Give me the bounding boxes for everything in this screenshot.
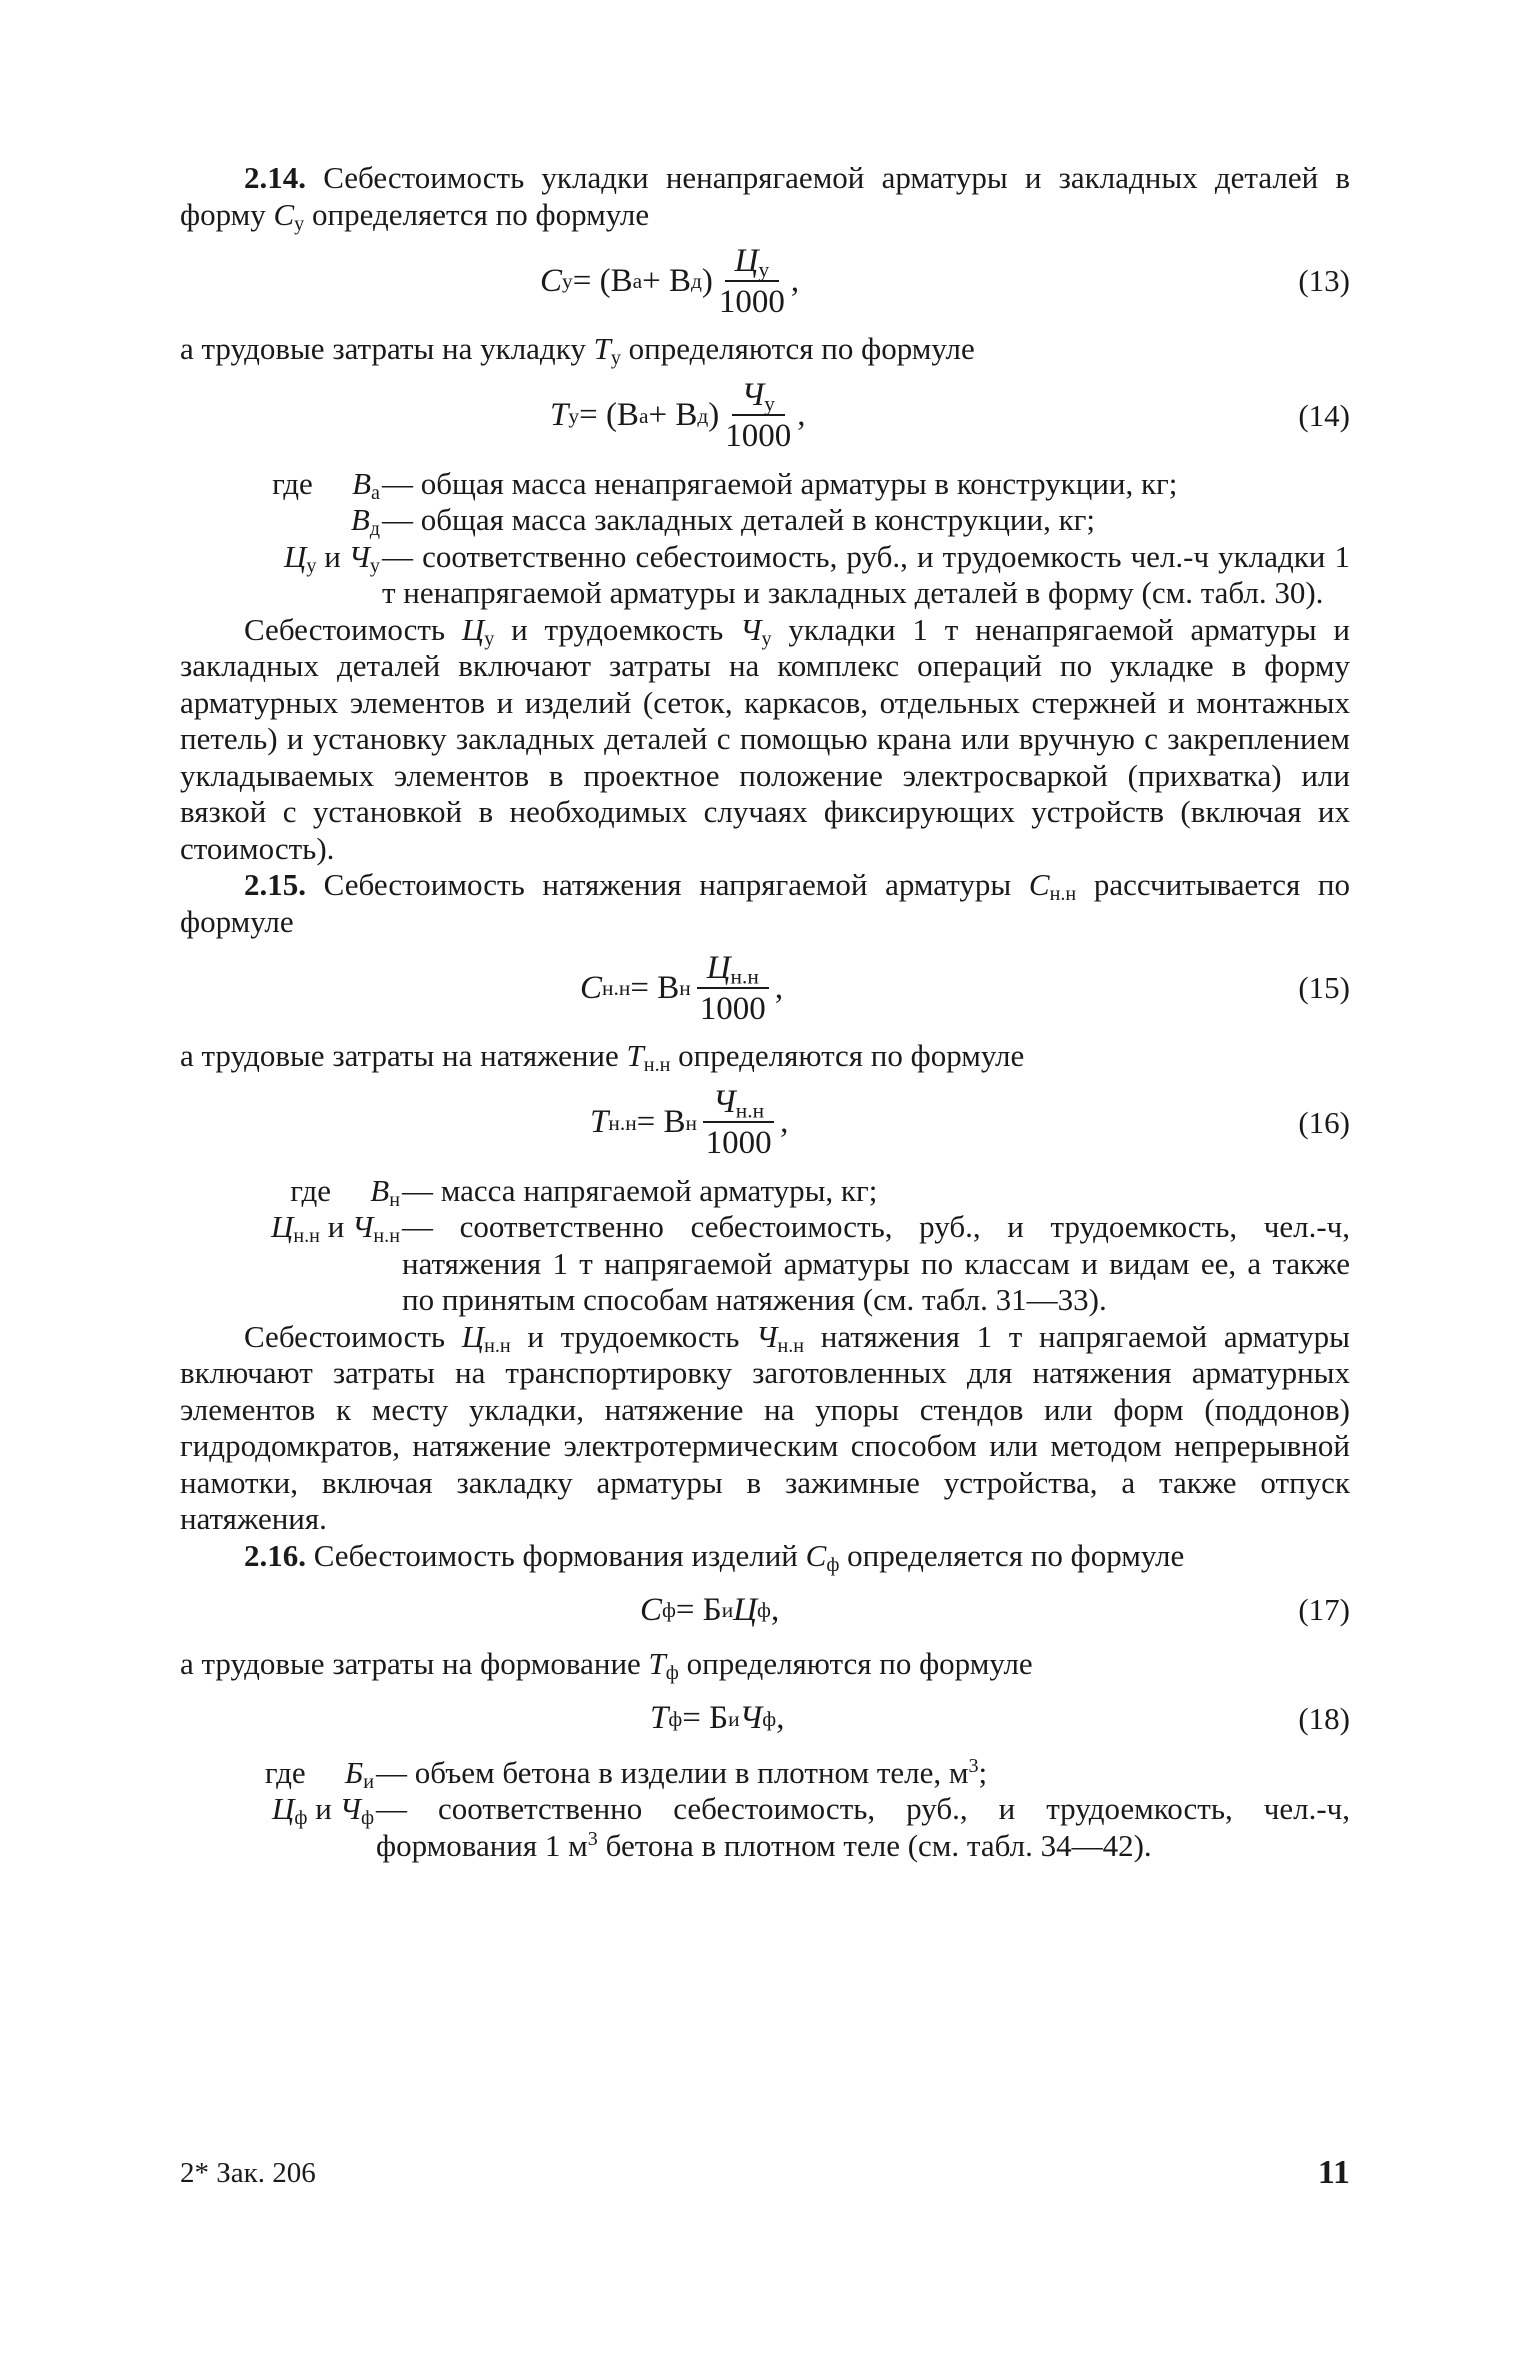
formula-number: (17) xyxy=(1298,1591,1350,1627)
page-content xyxy=(180,160,1350,1864)
paragraph-labor-16: а трудовые затраты на натяжение $Т_{н.н}$ определяются по формуле xyxy=(180,1038,1025,1077)
page-number: 11 xyxy=(1317,2154,1350,2191)
definition-row: $Ц_{н.н}$ и $Ч_{н.н}$ — соответственно себестоимость, руб., и трудоемкость, чел.-ч, натяжения 1 т напрягаемой арматуры по классам и видам ее, а также по принятым способам натяжения (см. табл. 31—33). xyxy=(270,1209,1350,1317)
definition-row: $Ц_у$ и $Ч_у$ — соответственно себестоимость, руб., и трудоемкость чел.-ч укладки 1 т ненапрягаемой арматуры и закладных деталей в форму (см. табл. 30). xyxy=(284,538,1350,610)
definition-row: где $В_а$ — общая масса ненапрягаемой арматуры в конструкции, кг; xyxy=(272,465,1178,504)
formula-13: С у = (В а + В д ) $\frac{Ц_у}{1000}$ , (13) xyxy=(540,242,1350,320)
paragraph-2-16: 2.16. Себестоимость формования изделий $С_ф$ определяется по формуле xyxy=(244,1537,1185,1576)
section-number: 2.14. xyxy=(244,160,306,195)
definitions-16 xyxy=(180,1173,1350,1319)
formula-17: С ф = Б и Ц ф , (17) xyxy=(640,1591,1350,1628)
formula-18: Т ф = Б и Ч ф , (18) xyxy=(650,1700,1350,1737)
fraction: $\frac{Ч_у}{1000}$ xyxy=(725,377,792,454)
page-footer xyxy=(180,2155,1350,2195)
definition-row: $Ц_ф$ и $Ч_ф$ — соответственно себестоимость, руб., и трудоемкость, чел.-ч, формования 1 $м^3$ бетона в плотном теле (см. табл. 34—42). xyxy=(272,1791,1350,1863)
paragraph-cost-description: Себестоимость $Ц_у$ и трудоемкость $Ч_у$ укладки 1 т ненапрягаемой арматуры и закладных деталей включают затраты на комплекс операций по укладке в форму арматурных элементов и изделий (сеток, каркасов, отдельных стержней и монтажных петель) и установку закладных деталей с помощью крана или вручную с закреплением укладываемых элементов в проектное положение электросваркой (прихватка) или вязкой с установкой в необходимых случаях фиксирующих устройств (включая их стоимость). xyxy=(180,611,1350,866)
fraction: $\frac{Ц_у}{1000}$ xyxy=(718,242,785,320)
section-number: 2.16. xyxy=(244,1537,306,1573)
paragraph-2-14: 2.14. Себестоимость укладки ненапрягаемой арматуры и закладных деталей в форму $С_у$ определяется по формуле xyxy=(180,160,1350,235)
paragraph-2-15: 2.15. Себестоимость натяжения напрягаемой арматуры $С_{н.н}$ рассчитывается по формуле xyxy=(180,867,1351,939)
definition-row: $В_д$ — общая масса закладных деталей в конструкции, кг; xyxy=(350,502,1095,541)
formula-14: Т у = (В а + В д ) $\frac{Ч_у}{1000}$ , (14) xyxy=(550,377,1350,454)
formula-number: (18) xyxy=(1298,1700,1350,1736)
paragraph-labor-18: а трудовые затраты на формование $Т_ф$ определяются по формуле xyxy=(180,1646,1033,1685)
formula-16: Т н.н = В н $\frac{Ч_{н.н}}{1000}$ , (16) xyxy=(590,1084,1350,1161)
fraction: $\frac{Ц_{н.н}}{1000}$ xyxy=(697,950,769,1027)
formula-number: (14) xyxy=(1298,397,1350,433)
definition-row: где $В_н$ — масса напрягаемой арматуры, кг; xyxy=(290,1172,878,1211)
definitions-14 xyxy=(180,466,1350,612)
formula-15: С н.н = В н $\frac{Ц_{н.н}}{1000}$ , (15) xyxy=(580,949,1350,1027)
formula-number: (15) xyxy=(1298,969,1350,1005)
fraction: $\frac{Ч_{н.н}}{1000}$ xyxy=(703,1084,774,1161)
print-order-note: 2* Зак. 206 xyxy=(180,2157,316,2189)
section-number: 2.15. xyxy=(244,867,306,902)
paragraph-labor-14: а трудовые затраты на укладку $Т_у$ определяются по формуле xyxy=(180,331,975,370)
formula-number: (16) xyxy=(1298,1104,1350,1140)
paragraph-tension-description: Себестоимость $Ц_{н.н}$ и трудоемкость $Ч_{н.н}$ натяжения 1 т напрягаемой арматуры включают затраты на транспортировку заготовленных для натяжения арматурных элементов к месту укладки, натяжение на упоры стендов или форм (поддонов) гидродомкратов, натяжение электротермическим способом или методом непрерывной намотки, включая закладку арматуры в зажимные устройства, а также отпуск натяжения. xyxy=(180,1318,1351,1536)
formula-number: (13) xyxy=(1298,262,1350,298)
definition-row: где $Б_и$ — объем бетона в изделии в плотном теле, $м^3$; xyxy=(264,1754,988,1793)
definitions-18 xyxy=(180,1755,1350,1865)
